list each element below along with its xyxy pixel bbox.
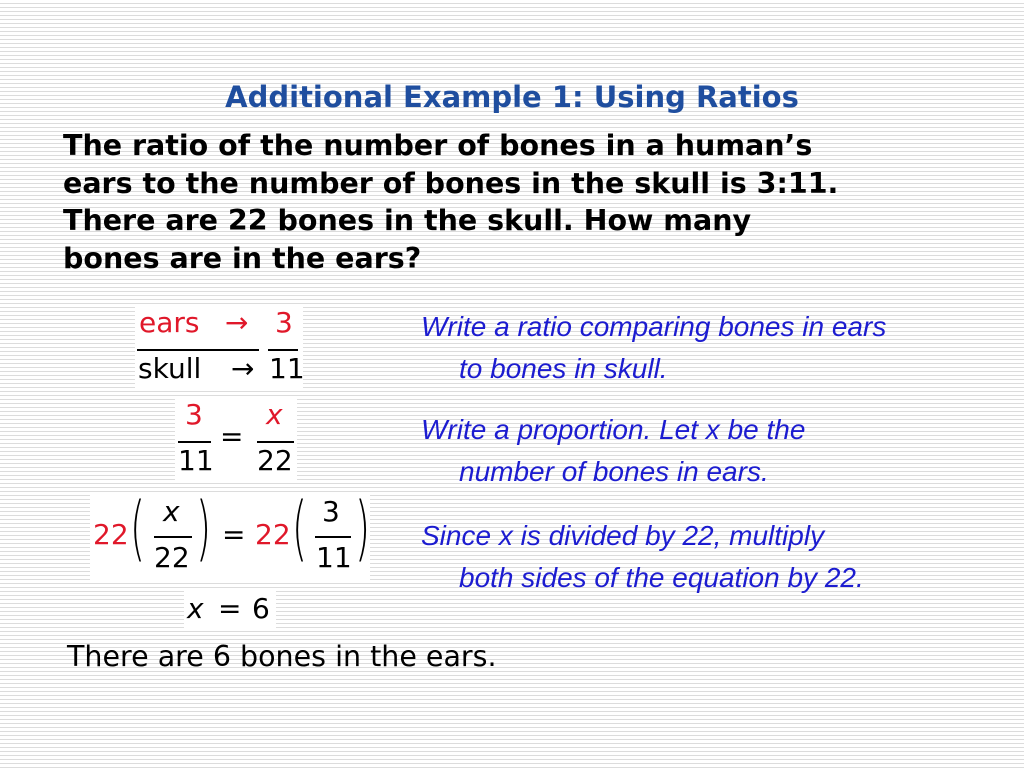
right-inner-numerator: 3 [322, 495, 340, 528]
ratio-fraction-bar [137, 349, 259, 351]
problem-statement [63, 127, 1003, 277]
explanation-line: to bones in skull. [459, 353, 668, 384]
equals-sign: = [220, 420, 244, 453]
explanation-line: number of bones in ears. [459, 456, 769, 487]
right-multiplier: 22 [255, 518, 291, 551]
step3-explanation [421, 515, 1011, 599]
right-fraction-bar [257, 441, 294, 443]
ears-arrow: → [225, 306, 249, 339]
skull-word: skull [138, 352, 202, 385]
left-multiplier: 22 [93, 518, 129, 551]
right-inner-denominator: 11 [316, 541, 352, 574]
solution-value: 6 [252, 592, 270, 625]
left-fraction-bar [178, 441, 211, 443]
solution-equation [184, 590, 276, 630]
solution-equals: = [218, 592, 242, 625]
solution-variable: x [187, 592, 204, 625]
left-inner-denominator: 22 [154, 541, 190, 574]
problem-line: The ratio of the number of bones in a human’s [63, 129, 813, 162]
left-open-paren: ( [130, 487, 146, 569]
explanation-line: Since x is divided by 22, multiply [421, 520, 825, 551]
skull-value: 11 [269, 352, 305, 385]
problem-line: There are 22 bones in the skull. How many [63, 204, 752, 237]
left-inner-numerator: x [163, 495, 180, 528]
problem-line: bones are in the ears? [63, 241, 422, 275]
equals-sign: = [222, 518, 246, 551]
slide-title: Additional Example 1: Using Ratios [225, 80, 799, 114]
explanation-line: Write a proportion. Let x be the [421, 414, 806, 445]
value-fraction-bar [268, 349, 298, 351]
step1-explanation [421, 306, 1011, 390]
right-denominator: 22 [257, 444, 293, 477]
right-open-paren: ( [292, 487, 308, 569]
conclusion-text: There are 6 bones in the ears. [67, 640, 497, 673]
ears-word: ears [139, 306, 200, 339]
ratio-equation [135, 306, 303, 390]
skull-arrow: → [231, 352, 255, 385]
left-denominator: 11 [178, 444, 214, 477]
explanation-line: both sides of the equation by 22. [459, 562, 864, 593]
problem-line: ears to the number of bones in the skull is 3:11. [63, 166, 839, 200]
ears-value: 3 [275, 306, 293, 339]
multiply-equation [90, 487, 371, 580]
left-numerator: 3 [185, 398, 203, 431]
explanation-line: Write a ratio comparing bones in ears [421, 311, 887, 342]
proportion-equation [175, 398, 297, 482]
right-inner-bar [315, 536, 351, 538]
left-inner-bar [154, 536, 192, 538]
right-close-paren: ) [355, 487, 371, 569]
left-close-paren: ) [196, 487, 212, 569]
step2-explanation [421, 409, 1011, 493]
right-numerator: x [266, 398, 283, 431]
